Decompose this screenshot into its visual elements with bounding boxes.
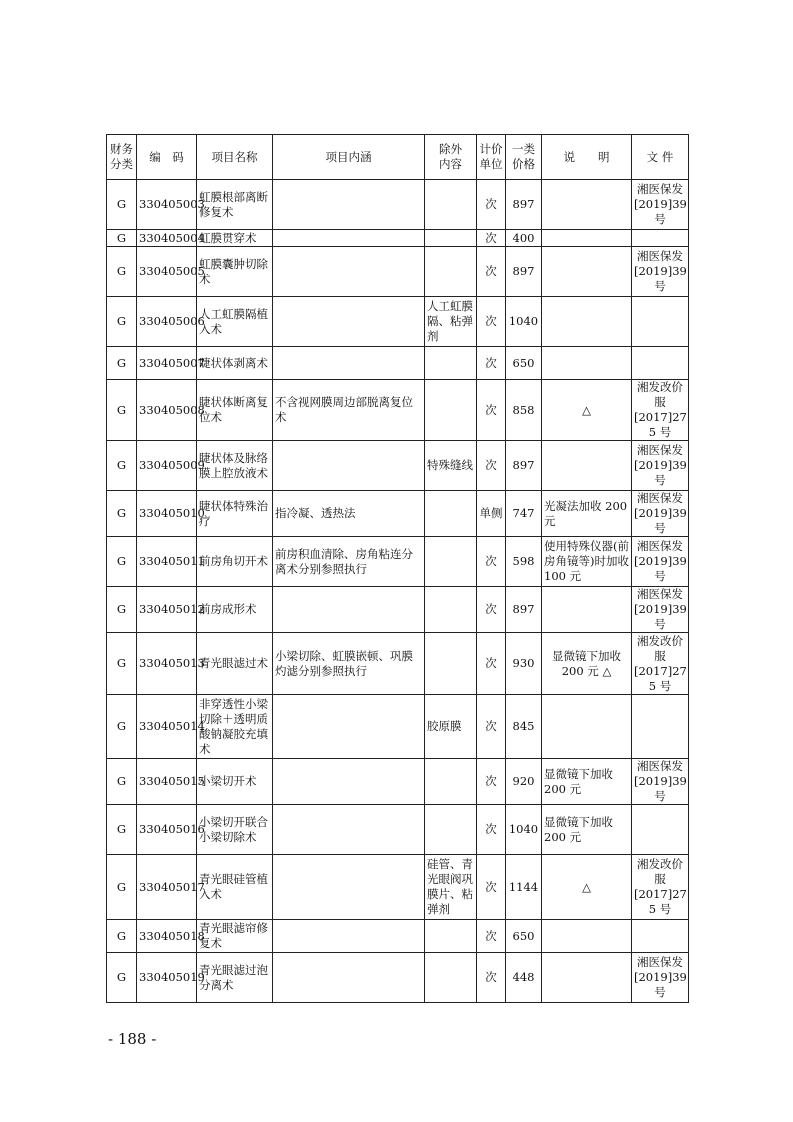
notes-cell: 显微镜下加收 200 元 [542, 805, 632, 855]
item-content-cell: 小梁切除、虹膜嵌顿、巩膜灼滤分别参照执行 [273, 633, 425, 695]
item-content-cell [273, 441, 425, 491]
header-price: 一类 价格 [506, 135, 542, 180]
exclusions-cell [425, 587, 477, 633]
item-name-cell: 虹膜囊肿切除术 [197, 247, 273, 297]
notes-cell [542, 920, 632, 953]
category-cell: G [107, 297, 137, 347]
exclusions-cell [425, 230, 477, 247]
exclusions-cell [425, 537, 477, 587]
table-row [107, 230, 689, 247]
unit-cell: 次 [477, 247, 506, 297]
unit-cell: 次 [477, 920, 506, 953]
table-row [107, 347, 689, 380]
notes-cell [542, 230, 632, 247]
document-cell: 湘医保发 [2019]39 号 [632, 759, 689, 805]
unit-cell: 次 [477, 180, 506, 230]
item-name-cell: 睫状体断离复位术 [197, 380, 273, 441]
item-name-cell: 睫状体特殊治疗 [197, 491, 273, 537]
table-row [107, 695, 689, 759]
table-row [107, 537, 689, 587]
document-cell: 湘发改价 服 [2017]27 5 号 [632, 855, 689, 920]
header-document: 文 件 [632, 135, 689, 180]
category-cell: G [107, 855, 137, 920]
table-row [107, 953, 689, 1003]
code-cell: 330405012 [137, 587, 197, 633]
item-content-cell [273, 297, 425, 347]
category-cell: G [107, 347, 137, 380]
item-name-cell: 睫状体及脉络膜上腔放液术 [197, 441, 273, 491]
unit-cell: 次 [477, 953, 506, 1003]
price-cell: 400 [506, 230, 542, 247]
exclusions-cell: 硅管、青光眼阀巩膜片、粘弹剂 [425, 855, 477, 920]
category-cell: G [107, 491, 137, 537]
code-cell: 330405017 [137, 855, 197, 920]
unit-cell: 次 [477, 759, 506, 805]
price-cell: 650 [506, 920, 542, 953]
notes-cell [542, 695, 632, 759]
table-row [107, 491, 689, 537]
exclusions-cell [425, 805, 477, 855]
unit-cell: 次 [477, 587, 506, 633]
item-content-cell [273, 953, 425, 1003]
unit-cell: 次 [477, 230, 506, 247]
exclusions-cell [425, 380, 477, 441]
notes-cell [542, 297, 632, 347]
notes-cell [542, 441, 632, 491]
price-cell: 897 [506, 247, 542, 297]
code-cell: 330405015 [137, 759, 197, 805]
category-cell: G [107, 805, 137, 855]
unit-cell: 次 [477, 805, 506, 855]
document-cell: 湘医保发 [2019]39 号 [632, 441, 689, 491]
table-row [107, 587, 689, 633]
category-cell: G [107, 247, 137, 297]
code-cell: 330405018 [137, 920, 197, 953]
document-cell: 湘发改价 服 [2017]27 5 号 [632, 380, 689, 441]
category-cell: G [107, 587, 137, 633]
unit-cell: 次 [477, 441, 506, 491]
header-notes: 说 明 [542, 135, 632, 180]
item-name-cell: 虹膜贯穿术 [197, 230, 273, 247]
code-cell: 330405005 [137, 247, 197, 297]
item-content-cell [273, 230, 425, 247]
price-cell: 897 [506, 441, 542, 491]
item-content-cell: 指冷凝、透热法 [273, 491, 425, 537]
item-content-cell [273, 180, 425, 230]
price-cell: 1040 [506, 805, 542, 855]
category-cell: G [107, 180, 137, 230]
table-row [107, 247, 689, 297]
category-cell: G [107, 230, 137, 247]
price-cell: 858 [506, 380, 542, 441]
item-name-cell: 青光眼滤帘修复术 [197, 920, 273, 953]
header-exclusions: 除外 内容 [425, 135, 477, 180]
table-row [107, 633, 689, 695]
item-name-cell: 小梁切开术 [197, 759, 273, 805]
item-content-cell [273, 805, 425, 855]
fee-table [106, 134, 689, 1003]
header-unit: 计价 单位 [477, 135, 506, 180]
code-cell: 330405016 [137, 805, 197, 855]
unit-cell: 次 [477, 855, 506, 920]
exclusions-cell [425, 759, 477, 805]
document-cell [632, 230, 689, 247]
item-content-cell [273, 695, 425, 759]
code-cell: 330405013 [137, 633, 197, 695]
price-cell: 845 [506, 695, 542, 759]
item-name-cell: 青光眼滤过泡分离术 [197, 953, 273, 1003]
exclusions-cell [425, 920, 477, 953]
header-item-name: 项目名称 [197, 135, 273, 180]
notes-cell [542, 247, 632, 297]
item-content-cell [273, 347, 425, 380]
exclusions-cell [425, 491, 477, 537]
document-cell: 湘医保发 [2019]39 号 [632, 491, 689, 537]
item-name-cell: 前房成形术 [197, 587, 273, 633]
item-content-cell [273, 247, 425, 297]
item-content-cell: 前房积血清除、房角粘连分离术分别参照执行 [273, 537, 425, 587]
item-name-cell: 睫状体剥离术 [197, 347, 273, 380]
category-cell: G [107, 441, 137, 491]
price-cell: 448 [506, 953, 542, 1003]
table-row [107, 805, 689, 855]
item-name-cell: 青光眼滤过术 [197, 633, 273, 695]
unit-cell: 次 [477, 380, 506, 441]
code-cell: 330405014 [137, 695, 197, 759]
item-name-cell: 人工虹膜隔植入术 [197, 297, 273, 347]
price-cell: 598 [506, 537, 542, 587]
table-row [107, 180, 689, 230]
unit-cell: 次 [477, 347, 506, 380]
exclusions-cell [425, 633, 477, 695]
exclusions-cell: 胶原膜 [425, 695, 477, 759]
header-item-content: 项目内涵 [273, 135, 425, 180]
category-cell: G [107, 537, 137, 587]
price-cell: 650 [506, 347, 542, 380]
table-row [107, 855, 689, 920]
notes-cell: 使用特殊仪器(前房角镜等)时加收 100 元 [542, 537, 632, 587]
page-number: - 188 - [108, 1030, 157, 1048]
code-cell: 330405009 [137, 441, 197, 491]
exclusions-cell [425, 180, 477, 230]
table-row [107, 759, 689, 805]
document-cell: 湘医保发 [2019]39 号 [632, 180, 689, 230]
document-cell [632, 805, 689, 855]
code-cell: 330405006 [137, 297, 197, 347]
header-code: 编 码 [137, 135, 197, 180]
item-content-cell [273, 920, 425, 953]
table-row [107, 297, 689, 347]
item-name-cell: 前房角切开术 [197, 537, 273, 587]
unit-cell: 单侧 [477, 491, 506, 537]
document-cell [632, 297, 689, 347]
notes-cell: 显微镜下加收 200 元 △ [542, 633, 632, 695]
notes-cell [542, 587, 632, 633]
item-name-cell: 青光眼硅管植入术 [197, 855, 273, 920]
exclusions-cell [425, 247, 477, 297]
item-content-cell [273, 855, 425, 920]
table-row [107, 380, 689, 441]
code-cell: 330405004 [137, 230, 197, 247]
notes-cell [542, 347, 632, 380]
table-row [107, 441, 689, 491]
category-cell: G [107, 953, 137, 1003]
notes-cell [542, 953, 632, 1003]
code-cell: 330405007 [137, 347, 197, 380]
price-cell: 897 [506, 180, 542, 230]
notes-cell: △ [542, 855, 632, 920]
notes-cell: △ [542, 380, 632, 441]
code-cell: 330405010 [137, 491, 197, 537]
category-cell: G [107, 695, 137, 759]
code-cell: 330405019 [137, 953, 197, 1003]
exclusions-cell: 特殊缝线 [425, 441, 477, 491]
category-cell: G [107, 920, 137, 953]
unit-cell: 次 [477, 297, 506, 347]
header-category: 财务 分类 [107, 135, 137, 180]
notes-cell [542, 180, 632, 230]
unit-cell: 次 [477, 695, 506, 759]
category-cell: G [107, 759, 137, 805]
price-cell: 1040 [506, 297, 542, 347]
document-cell [632, 920, 689, 953]
item-content-cell: 不含视网膜周边部脱离复位术 [273, 380, 425, 441]
unit-cell: 次 [477, 633, 506, 695]
table-row [107, 920, 689, 953]
price-cell: 930 [506, 633, 542, 695]
price-cell: 747 [506, 491, 542, 537]
document-cell: 湘发改价 服 [2017]27 5 号 [632, 633, 689, 695]
price-cell: 920 [506, 759, 542, 805]
item-content-cell [273, 587, 425, 633]
code-cell: 330405008 [137, 380, 197, 441]
item-content-cell [273, 759, 425, 805]
document-cell [632, 347, 689, 380]
exclusions-cell [425, 953, 477, 1003]
unit-cell: 次 [477, 537, 506, 587]
notes-cell: 光凝法加收 200 元 [542, 491, 632, 537]
item-name-cell: 非穿透性小梁切除＋透明质酸钠凝胶充填术 [197, 695, 273, 759]
item-name-cell: 虹膜根部离断修复术 [197, 180, 273, 230]
category-cell: G [107, 633, 137, 695]
exclusions-cell: 人工虹膜隔、粘弹剂 [425, 297, 477, 347]
code-cell: 330405011 [137, 537, 197, 587]
table-header-row [107, 135, 689, 180]
document-cell: 湘医保发 [2019]39 号 [632, 247, 689, 297]
price-cell: 1144 [506, 855, 542, 920]
document-cell: 湘医保发 [2019]39 号 [632, 953, 689, 1003]
price-cell: 897 [506, 587, 542, 633]
document-cell [632, 695, 689, 759]
document-cell: 湘医保发 [2019]39 号 [632, 537, 689, 587]
exclusions-cell [425, 347, 477, 380]
category-cell: G [107, 380, 137, 441]
item-name-cell: 小梁切开联合小梁切除术 [197, 805, 273, 855]
code-cell: 330405003 [137, 180, 197, 230]
notes-cell: 显微镜下加收 200 元 [542, 759, 632, 805]
document-cell: 湘医保发 [2019]39 号 [632, 587, 689, 633]
